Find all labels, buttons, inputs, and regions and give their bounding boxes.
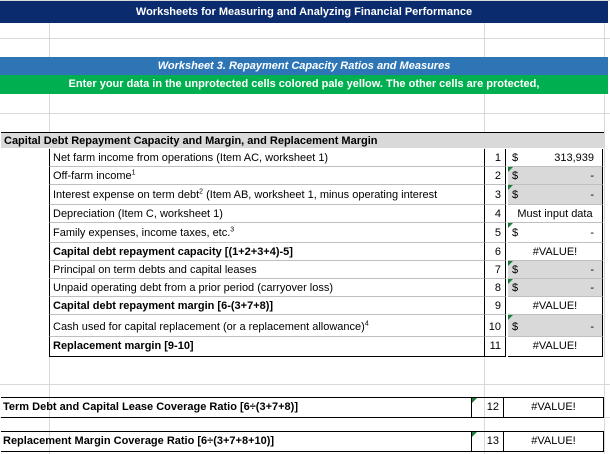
row-number: 5: [484, 223, 506, 243]
row-number: 9: [484, 297, 506, 315]
row-label: Family expenses, income taxes, etc.$^3$: [49, 223, 484, 243]
worksheet-title: Worksheet 3. Repayment Capacity Ratios and Measures: [157, 60, 451, 72]
row-number: 11: [484, 337, 506, 357]
cell-value: -: [590, 282, 594, 294]
row-number: 2: [484, 167, 506, 185]
value-cell[interactable]: [508, 297, 603, 315]
row-label: Depreciation (Item C, worksheet 1): [49, 205, 484, 223]
ratio-label: Replacement Margin Coverage Ratio [6÷(3+7+8+10)]: [3, 435, 275, 447]
row-label: Net farm income from operations (Item AC, worksheet 1): [49, 149, 484, 167]
section-title: Capital Debt Repayment Capacity and Margin, and Replacement Margin: [4, 135, 378, 147]
row-label: Capital debt repayment capacity [(1+2+3+4)-5]: [49, 243, 484, 261]
currency-symbol: $: [512, 321, 519, 333]
gridline: [0, 384, 610, 385]
cell-note-marker-icon: [472, 432, 477, 437]
row-label: Unpaid operating debt from a prior period (carryover loss): [49, 279, 484, 297]
row-label: Principal on term debts and capital leases: [49, 261, 484, 279]
row-label: Off-farm income$^1$: [49, 167, 484, 185]
cell-value: 313,939: [554, 152, 594, 164]
currency-symbol: $: [512, 227, 519, 239]
input-cell[interactable]: [508, 279, 603, 297]
row-label: Replacement margin [9-10]: [49, 337, 484, 357]
value-cell[interactable]: [508, 243, 603, 261]
input-cell[interactable]: [508, 315, 603, 337]
ratio-label: Term Debt and Capital Lease Coverage Ratio [6÷(3+7+8)]: [3, 401, 298, 413]
row-number: 3: [484, 185, 506, 205]
cell-note-marker-icon: [472, 398, 477, 403]
cell-value: #VALUE!: [532, 246, 578, 258]
currency-symbol: $: [512, 152, 519, 164]
title-banner: [0, 1, 608, 23]
page-title: Worksheets for Measuring and Analyzing Financial Performance: [135, 6, 473, 18]
input-cell[interactable]: [508, 167, 603, 185]
row-number: 8: [484, 279, 506, 297]
currency-symbol: $: [512, 264, 519, 276]
cell-value: -: [590, 227, 594, 239]
input-cell[interactable]: [508, 185, 603, 205]
ratio-value[interactable]: #VALUE!: [504, 432, 604, 451]
value-cell[interactable]: [508, 205, 603, 223]
cell-value: #VALUE!: [532, 340, 578, 352]
row-number: 13: [471, 432, 504, 451]
worksheet-banner: [0, 57, 608, 75]
currency-symbol: $: [512, 170, 519, 182]
currency-symbol: $: [512, 282, 519, 294]
input-cell[interactable]: [508, 261, 603, 279]
row-label: Interest expense on term debt$^2$ (Item AB, worksheet 1, minus operating interest: [49, 185, 484, 205]
value-cell[interactable]: [508, 223, 603, 243]
cell-value: -: [590, 170, 594, 182]
gridline: [0, 38, 610, 39]
cell-value: -: [590, 264, 594, 276]
value-cell[interactable]: [508, 149, 603, 167]
row-number: 4: [484, 205, 506, 223]
row-number: 10: [484, 315, 506, 337]
value-cell[interactable]: [508, 337, 603, 357]
instructions-text: Enter your data in the unprotected cells colored pale yellow. The other cells are protected,: [68, 78, 540, 90]
cell-value: Must input data: [517, 208, 593, 220]
row-label: Capital debt repayment margin [6-(3+7+8)]: [49, 297, 484, 315]
ratio-value[interactable]: #VALUE!: [504, 398, 604, 417]
row-number: 1: [484, 149, 506, 167]
row-number: 6: [484, 243, 506, 261]
row-number: 7: [484, 261, 506, 279]
ratio-row: [1, 397, 604, 418]
instructions-banner: [0, 75, 608, 94]
gridline: [0, 113, 610, 114]
section-header: [1, 132, 604, 148]
cell-value: -: [590, 189, 594, 201]
cell-value: -: [590, 321, 594, 333]
ratio-row: [1, 431, 604, 452]
row-number: 12: [471, 398, 504, 417]
currency-symbol: $: [512, 189, 519, 201]
row-label: Cash used for capital replacement (or a replacement allowance)$^4$: [49, 315, 484, 337]
cell-value: #VALUE!: [532, 300, 578, 312]
